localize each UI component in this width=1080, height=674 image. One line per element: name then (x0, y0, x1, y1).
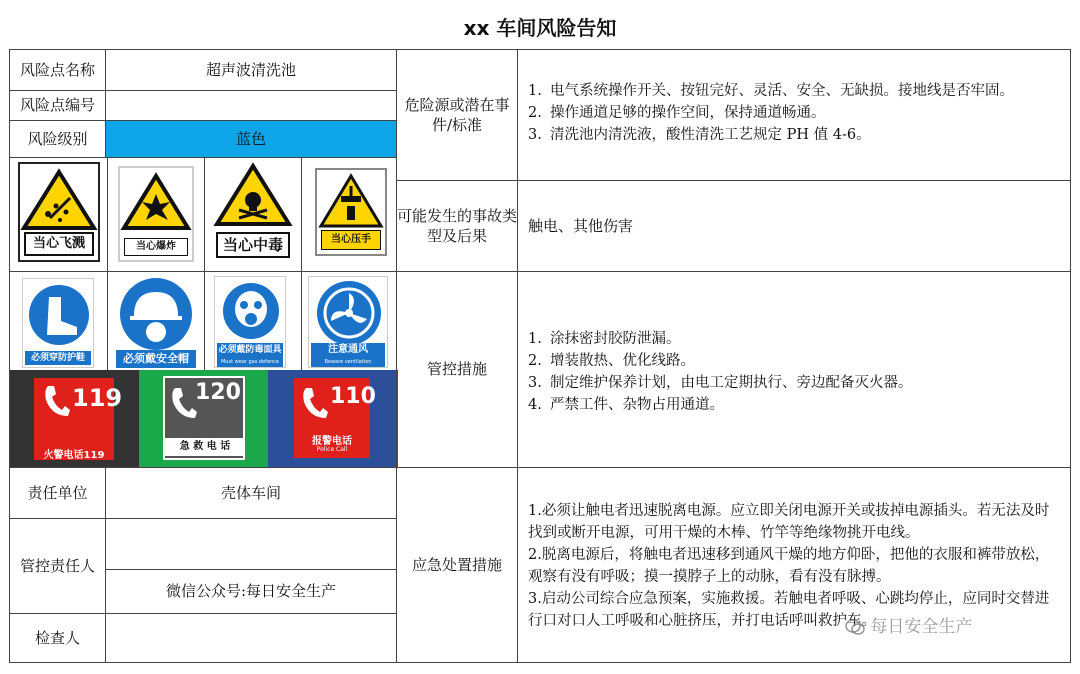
hazard-item: 1. 电气系统操作开关、按钮完好、灵活、安全、无缺损。接地线是否牢固。 (528, 83, 1014, 99)
label-risk-code: 风险点编号 (9, 90, 106, 121)
wechat-icon (845, 619, 865, 635)
value-responsible-unit: 壳体车间 (105, 467, 397, 519)
hazard-item: 2. 操作通道足够的操作空间，保持通道畅通。 (528, 105, 826, 121)
phone-first-aid: 120 急 救 电 话 (139, 370, 268, 467)
explosion-icon (120, 172, 192, 232)
fan-icon (309, 277, 389, 349)
label-risk-level: 风险级别 (9, 120, 106, 158)
value-risk-name: 超声波清洗池 (105, 49, 397, 91)
emergency-item: 3.启动公司综合应急预案，实施救援。若触电者呼吸、心跳均停止，应同时交替进行口对口人工呼吸和心脏挤压，并打电话呼叫救护车。 (528, 591, 1050, 629)
label-hazard: 危险源或潜在事件/标准 (396, 49, 518, 181)
page-title: xx 车间风险告知 (463, 16, 617, 40)
hazard-list-cell (517, 49, 1071, 181)
gas-mask-icon (215, 279, 287, 349)
warning-sign-crush-hand: 当心压手 (315, 168, 387, 256)
value-risk-level: 蓝色 (105, 120, 397, 158)
hazard-item: 3. 清洗池内清洗液，酸性清洗工艺规定 PH 值 4-6。 (528, 127, 871, 143)
label-inspector: 检查人 (9, 613, 106, 663)
mandatory-sign-boots: 必须穿防护鞋 (22, 278, 94, 368)
label-accident: 可能发生的事故类型及后果 (396, 180, 518, 272)
phone-police: 110 报警电话 Police Call (268, 370, 398, 467)
label-risk-name: 风险点名称 (9, 49, 106, 91)
value-risk-code (105, 90, 397, 121)
mandatory-sign-ventilation: 注意通风 Beware ventilation (308, 276, 388, 368)
control-list (528, 328, 1060, 416)
emergency-cell (517, 467, 1071, 663)
value-accident: 触电、其他伤害 (517, 180, 1071, 272)
poison-icon (213, 162, 293, 228)
warning-signs-row (9, 157, 397, 272)
mandatory-sign-helmet: 必须戴安全帽 (114, 276, 198, 370)
value-control-person-note: 微信公众号:每日安全生产 (105, 569, 397, 614)
value-control-person (105, 518, 397, 570)
label-control-person: 管控责任人 (9, 518, 106, 614)
emergency-item: 1.必须让触电者迅速脱离电源。应立即关闭电源开关或拔掉电源插头。若无法及时找到或断开电源，可用干燥的木棒、竹竿等绝缘物挑开电线。 (528, 503, 1050, 541)
emergency-item: 2.脱离电源后，将触电者迅速移到通风干燥的地方仰卧，把他的衣服和裤带放松，观察有没有呼吸；摸一摸脖子上的动脉，看有没有脉搏。 (528, 547, 1050, 585)
phone-icon (42, 384, 70, 418)
warning-sign-poison: 当心中毒 (212, 162, 294, 262)
label-responsible-unit: 责任单位 (9, 467, 106, 519)
phone-icon (300, 386, 328, 420)
hazard-list (528, 80, 1060, 146)
watermark: 每日安全生产 (845, 612, 972, 637)
phone-icon (169, 386, 197, 420)
control-item: 4. 严禁工件、杂物占用通道。 (528, 397, 724, 413)
warning-sign-explosion: 当心爆炸 (118, 166, 194, 262)
label-emergency: 应急处置措施 (396, 467, 518, 663)
control-item: 1. 涂抹密封胶防泄漏。 (528, 331, 681, 347)
value-inspector (105, 613, 397, 663)
crush-hand-icon (317, 172, 385, 230)
phone-fire: 119 火警电话119 (10, 370, 139, 467)
mandatory-signs-row (9, 271, 397, 468)
helmet-icon (114, 276, 198, 352)
warning-sign-splash: 当心飞溅 (18, 162, 100, 262)
control-item: 3. 制定维护保养计划，由电工定期执行、旁边配备灭火器。 (528, 375, 913, 391)
control-item: 2. 增装散热、优化线路。 (528, 353, 695, 369)
label-control: 管控措施 (396, 271, 518, 468)
mandatory-sign-gas-mask: 必须戴防毒面具 Must wear gas defence (214, 276, 286, 368)
splash-icon (20, 168, 98, 232)
boot-icon (23, 281, 95, 351)
control-list-cell (517, 271, 1071, 468)
